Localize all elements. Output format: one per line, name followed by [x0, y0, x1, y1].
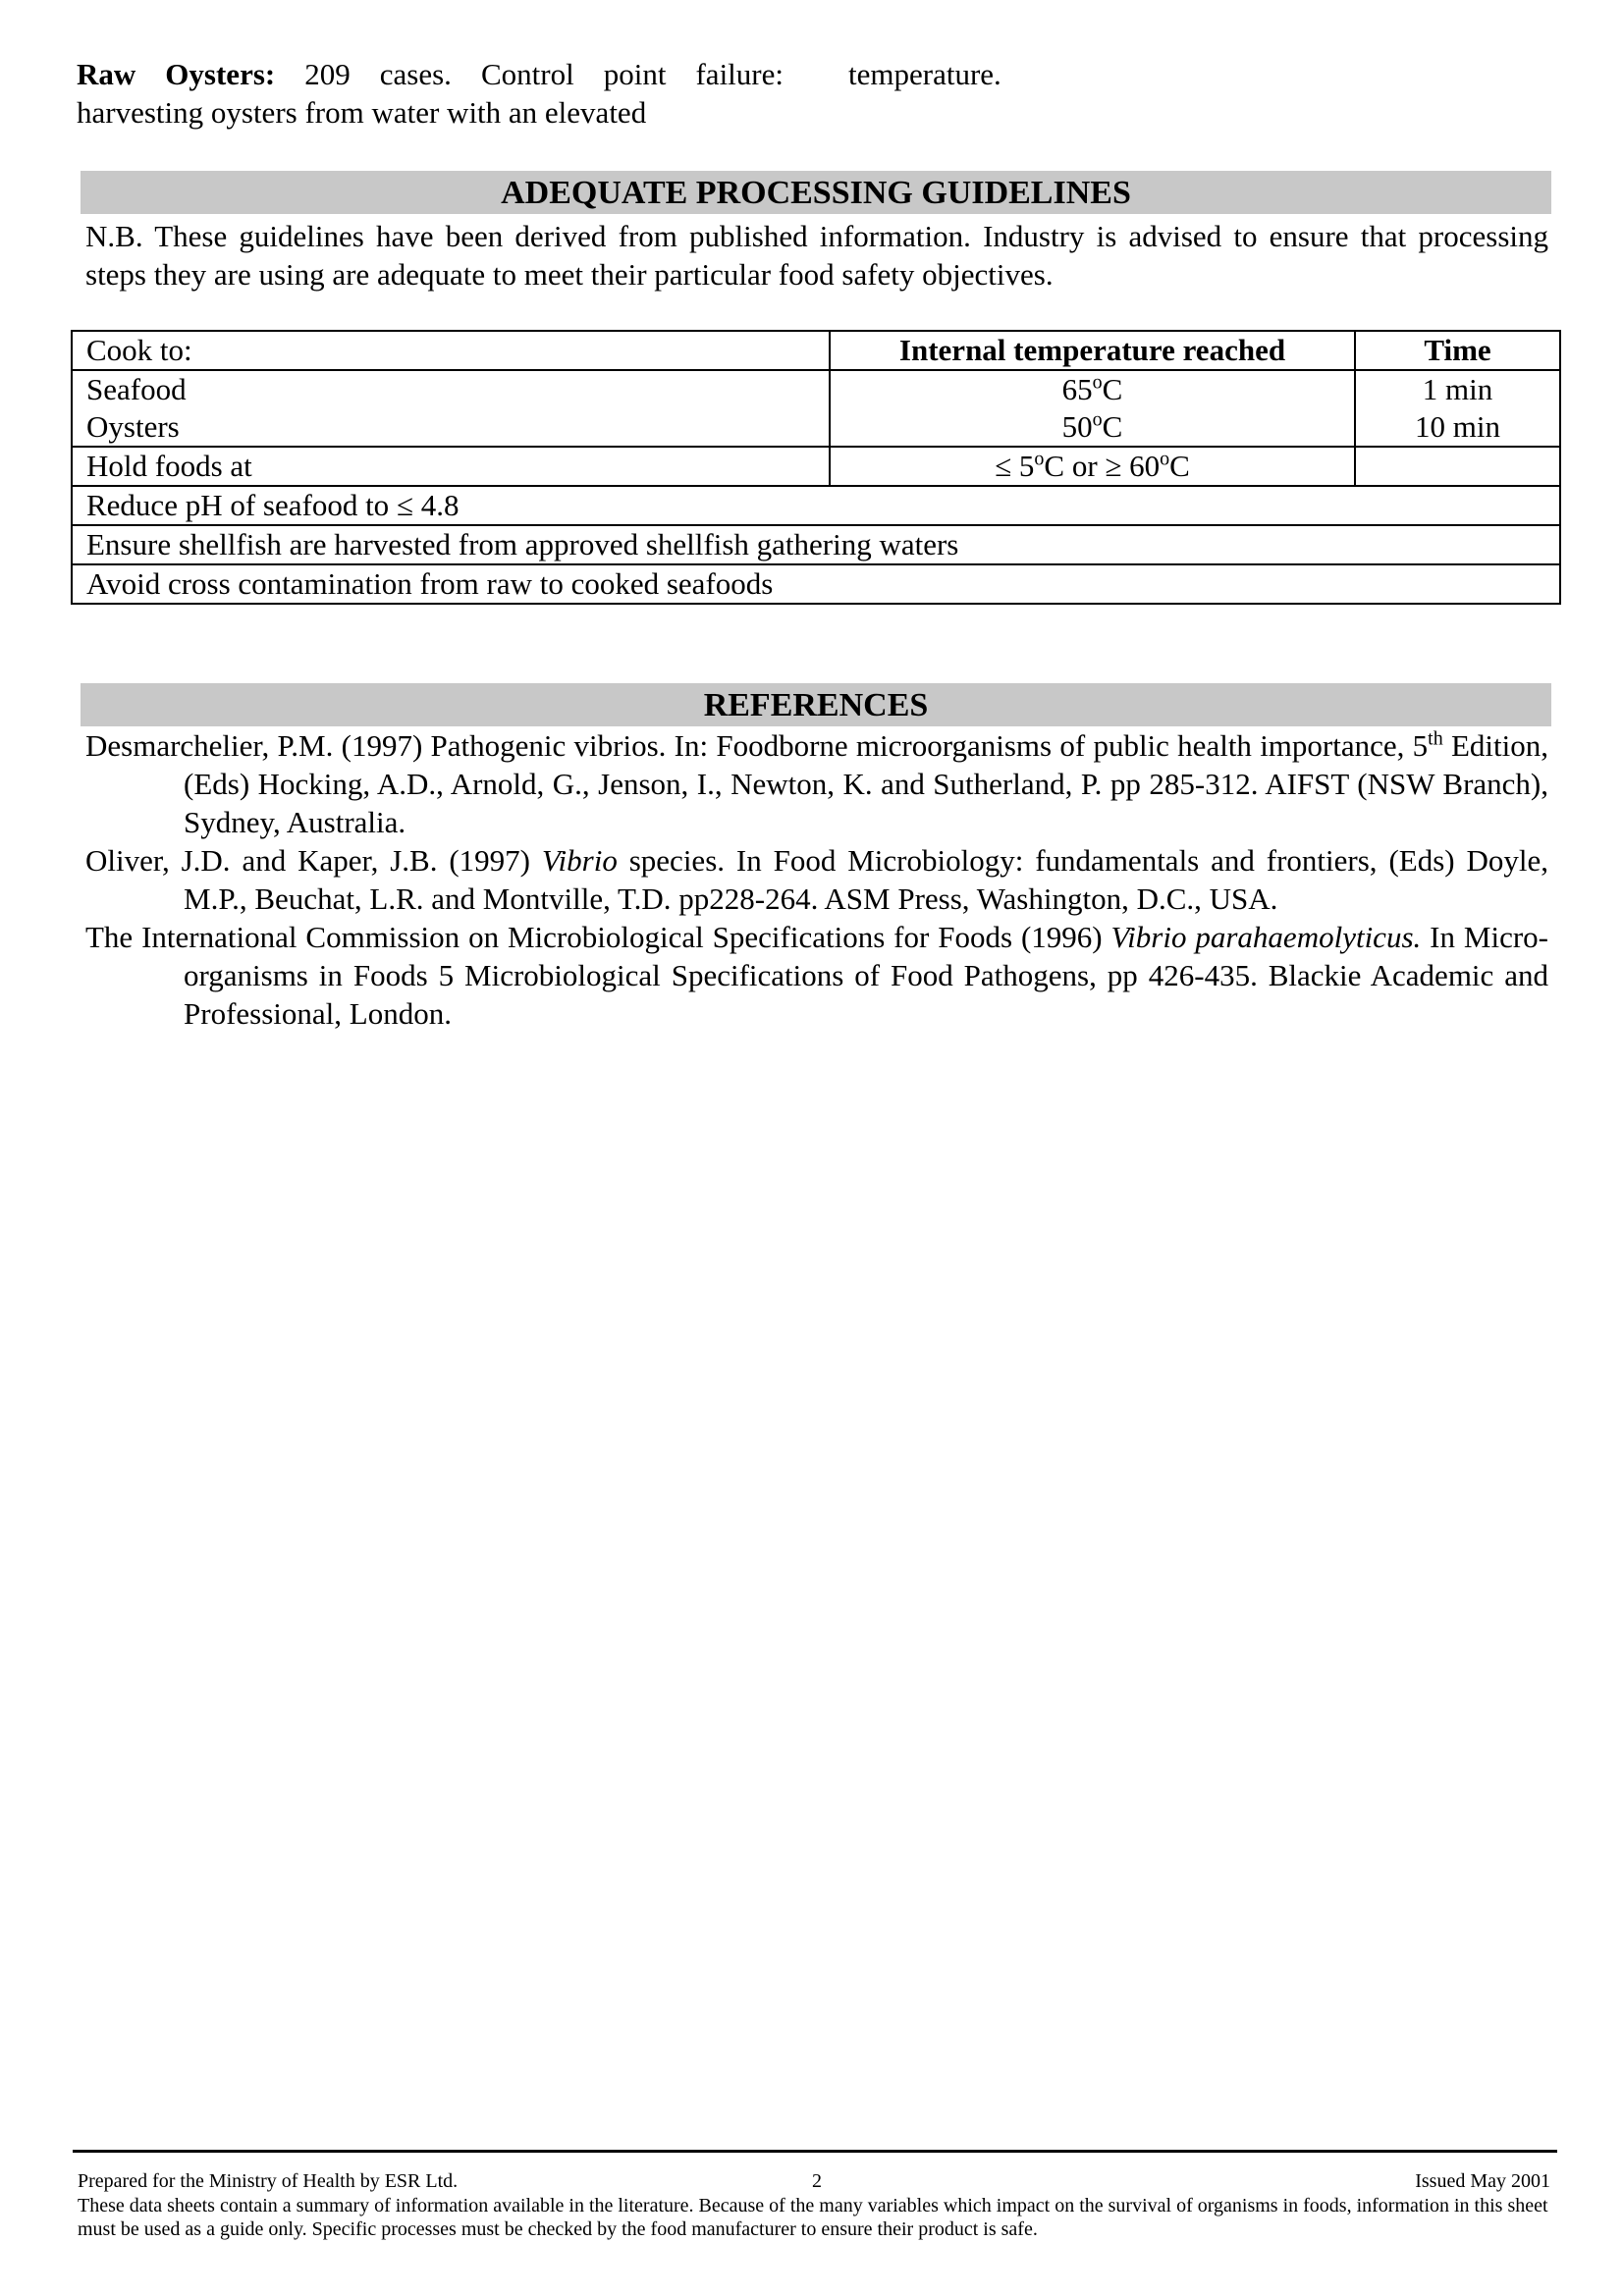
- footer-issued: Issued May 2001: [1415, 2170, 1550, 2192]
- footer: [78, 2169, 1550, 2241]
- ref3-part-b: In Micro-organisms in Foods 5 Microbiological Specifications of Food Pathogens, pp 426-435. Blackie Academic and Professional, London.: [184, 920, 1549, 1031]
- temp-unit: C: [1102, 372, 1123, 406]
- raw-oysters-label: Raw Oysters:: [77, 57, 276, 91]
- ref1-part-a: Desmarchelier, P.M. (1997) Pathogenic vibrios. In: Foodborne microorganisms of public health importance, 5: [85, 728, 1429, 763]
- header-time: Time: [1355, 331, 1560, 370]
- hold-time-empty: [1355, 447, 1560, 486]
- table-row-harvest: [72, 525, 1560, 564]
- cook-foods-cell: [72, 370, 830, 447]
- table-row-ph: [72, 486, 1560, 525]
- reference-item: [85, 726, 1548, 841]
- guidelines-table: [71, 330, 1561, 605]
- table-row-cross: [72, 564, 1560, 604]
- guidelines-note: N.B. These guidelines have been derived from published information. Industry is advised to ensure that processing steps they are using are adequate to meet their particular food safety objectives.: [85, 219, 1548, 292]
- hold-low: ≤ 5: [995, 449, 1035, 483]
- ref1-part-b: Edition, (Eds) Hocking, A.D., Arnold, G., Jenson, I., Newton, K. and Sutherland, P. pp 285-312. AIFST (NSW Branch), Sydney, Australia.: [184, 728, 1548, 839]
- footer-top-row: [78, 2169, 1550, 2194]
- hold-high: C or ≥ 60: [1044, 449, 1161, 483]
- table-header-row: [72, 331, 1560, 370]
- cook-times-cell: [1355, 370, 1560, 447]
- reference-item: [85, 918, 1548, 1033]
- degree-sup: o: [1092, 371, 1103, 394]
- raw-oysters-paragraph: [77, 55, 784, 132]
- time-oysters: 10 min: [1415, 409, 1500, 444]
- footer-disclaimer: These data sheets contain a summary of information available in the literature. Because of the many variables which impact on the survival of organisms in foods, information in this sheet must be used as a guide only. Specific processes must be checked by the food manufacturer to ensure their product is safe.: [78, 2195, 1548, 2240]
- row-harvest: Ensure shellfish are harvested from approved shellfish gathering waters: [72, 525, 1560, 564]
- ref3-part-a: The International Commission on Microbiological Specifications for Foods (1996): [85, 920, 1111, 954]
- degree-sup: o: [1034, 448, 1045, 470]
- ref2-part-b: species. In Food Microbiology: fundamentals and frontiers, (Eds) Doyle, M.P., Beuchat, L.R. and Montville, T.D. pp228-264. ASM Press, Washington, D.C., USA.: [184, 843, 1548, 916]
- hold-temp: [830, 447, 1355, 486]
- table-row-cook: [72, 370, 1560, 447]
- references-heading: REFERENCES: [81, 683, 1551, 726]
- ref1-sup: th: [1428, 727, 1443, 750]
- table-row-hold: [72, 447, 1560, 486]
- temp-oysters-value: 50: [1061, 409, 1093, 444]
- food-oysters: Oysters: [86, 409, 180, 444]
- time-seafood: 1 min: [1422, 372, 1493, 406]
- temp-seafood-value: 65: [1061, 372, 1093, 406]
- temp-oysters: [844, 408, 1340, 446]
- ref2-part-a: Oliver, J.D. and Kaper, J.B. (1997): [85, 843, 542, 878]
- footer-prepared: Prepared for the Ministry of Health by ESR Ltd.: [78, 2170, 459, 2192]
- temp-unit: C: [1102, 409, 1123, 444]
- degree-sup: o: [1092, 408, 1103, 431]
- header-internal-temp: Internal temperature reached: [830, 331, 1355, 370]
- footer-divider: [73, 2150, 1557, 2153]
- page-number: 2: [812, 2170, 822, 2192]
- row-cross-contamination: Avoid cross contamination from raw to cooked seafoods: [72, 564, 1560, 604]
- hold-unit: C: [1169, 449, 1190, 483]
- temp-seafood: [844, 371, 1340, 408]
- guidelines-heading: ADEQUATE PROCESSING GUIDELINES: [81, 171, 1551, 214]
- raw-oysters-continuation: temperature.: [848, 57, 1001, 91]
- cook-temps-cell: [830, 370, 1355, 447]
- degree-sup: o: [1160, 448, 1170, 470]
- ref3-italic: Vibrio parahaemolyticus.: [1110, 920, 1422, 954]
- hold-label: Hold foods at: [72, 447, 830, 486]
- row-reduce-ph: Reduce pH of seafood to ≤ 4.8: [72, 486, 1560, 525]
- reference-item: [85, 841, 1548, 918]
- header-cook-to: Cook to:: [72, 331, 830, 370]
- references-list: [85, 726, 1548, 1033]
- raw-oysters-text: 209 cases. Control point failure: harvesting oysters from water with an elevated: [77, 57, 784, 130]
- food-seafood: Seafood: [86, 372, 187, 406]
- ref2-italic: Vibrio: [541, 843, 618, 878]
